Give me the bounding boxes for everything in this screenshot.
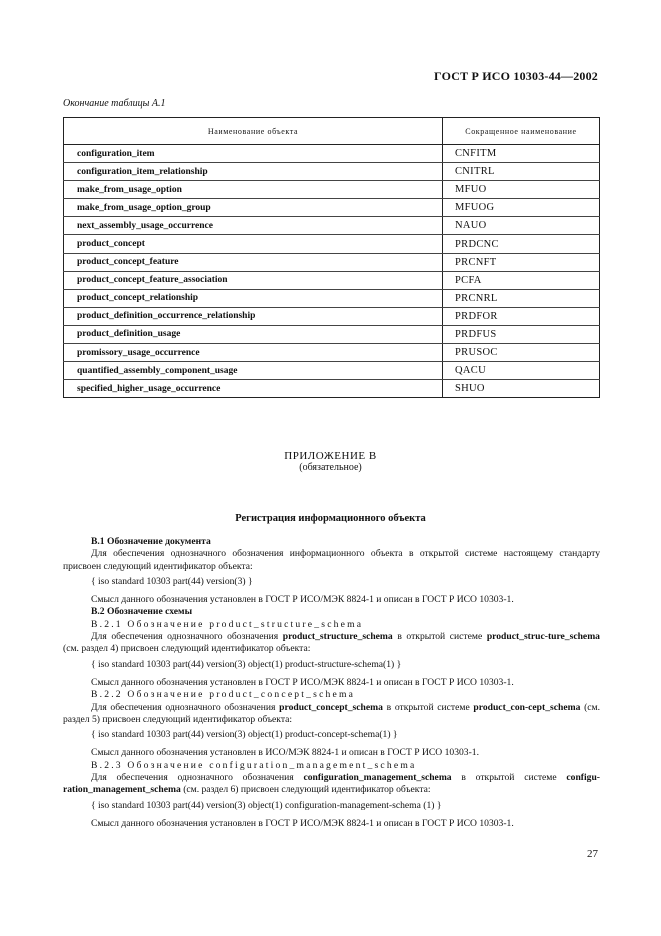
abbreviation-cell: PRDFOR <box>443 307 600 325</box>
section-heading: Регистрация информационного объекта <box>235 513 426 524</box>
b21-identifier: { iso standard 10303 part(44) version(3) object(1) product-structure-schema(1) } <box>91 658 402 670</box>
b23-text: Для обеспечения однозначного обозначения configuration_management_schema в открытой системе configu-ration_management_schema (см. раздел 6) присвоен следующий идентификатор объекта: <box>63 772 600 796</box>
abbreviation-cell: MFUOG <box>443 199 600 217</box>
document-code: ГОСТ Р ИСО 10303-44—2002 <box>434 69 598 83</box>
object-name-cell: make_from_usage_option <box>64 181 443 199</box>
table-row <box>64 271 600 289</box>
abbreviation-cell: PCFA <box>443 271 600 289</box>
b1-note: Смысл данного обозначения установлен в ГОСТ Р ИСО/МЭК 8824-1 и описан в ГОСТ Р ИСО 10303-1. <box>91 594 514 606</box>
table-row <box>64 307 600 325</box>
object-name-cell: product_definition_occurrence_relationship <box>64 307 443 325</box>
b23-heading: В.2.3 Обозначение configuration_management_schema <box>91 759 417 771</box>
abbreviation-cell: PRCNFT <box>443 253 600 271</box>
b23-identifier: { iso standard 10303 part(44) version(3) object(1) configuration-management-schema (1) } <box>91 799 442 811</box>
abbreviation-cell: PRDCNC <box>443 235 600 253</box>
appendix-subtitle: (обязательное) <box>299 462 362 473</box>
object-name-cell: make_from_usage_option_group <box>64 199 443 217</box>
table-row <box>64 253 600 271</box>
abbreviation-cell: CNITRL <box>443 163 600 181</box>
b2-heading: В.2 Обозначение схемы <box>91 606 193 618</box>
b22-text: Для обеспечения однозначного обозначения product_concept_schema в открытой системе product_con-cept_schema (см. раздел 5) присвоен следующий идентификатор объекта: <box>63 701 601 725</box>
object-name-cell: configuration_item_relationship <box>64 163 443 181</box>
b22-heading: В.2.2 Обозначение product_concept_schema <box>91 689 356 701</box>
b1-heading: В.1 Обозначение документа <box>91 536 211 547</box>
table-row <box>64 362 600 380</box>
objects-table <box>63 117 600 398</box>
appendix-title: ПРИЛОЖЕНИЕ В <box>284 450 377 462</box>
table-row <box>64 145 600 163</box>
appendix-body <box>63 536 600 830</box>
abbreviation-cell: SHUO <box>443 380 600 398</box>
table-row <box>64 163 600 181</box>
table-row <box>64 344 600 362</box>
table-row <box>64 289 600 307</box>
abbreviation-cell: CNFITM <box>443 145 600 163</box>
b1-text: Для обеспечения однозначного обозначения информационного объекта в открытой системе настоящему стандарту присвоен следующий идентификатор объекта: <box>63 548 600 572</box>
abbreviation-cell: QACU <box>443 362 600 380</box>
table-body <box>64 145 600 398</box>
column-header-abbreviation: Сокращенное наименование <box>443 118 600 145</box>
table-row <box>64 199 600 217</box>
object-name-cell: promissory_usage_occurrence <box>64 344 443 362</box>
table-caption: Окончание таблицы А.1 <box>63 98 166 109</box>
page-number: 27 <box>587 848 598 860</box>
abbreviation-cell: NAUO <box>443 217 600 235</box>
b21-note: Смысл данного обозначения установлен в ГОСТ Р ИСО/МЭК 8824-1 и описан в ГОСТ Р ИСО 10303-1. <box>91 676 514 688</box>
b21-heading: В.2.1 Обозначение product_structure_schema <box>91 618 364 630</box>
object-name-cell: product_concept_feature <box>64 253 443 271</box>
table-row <box>64 380 600 398</box>
abbreviation-cell: PRDFUS <box>443 325 600 343</box>
object-name-cell: specified_higher_usage_occurrence <box>64 380 443 398</box>
object-name-cell: quantified_assembly_component_usage <box>64 362 443 380</box>
object-name-cell: product_concept_relationship <box>64 289 443 307</box>
b22-note: Смысл данного обозначения установлен в ИСО/МЭК 8824-1 и описан в ГОСТ Р ИСО 10303-1. <box>91 747 479 759</box>
table-row <box>64 217 600 235</box>
table-row <box>64 325 600 343</box>
abbreviation-cell: MFUO <box>443 181 600 199</box>
object-name-cell: configuration_item <box>64 145 443 163</box>
abbreviation-cell: PRCNRL <box>443 289 600 307</box>
object-name-cell: product_definition_usage <box>64 325 443 343</box>
table-header-row <box>64 118 600 145</box>
b22-identifier: { iso standard 10303 part(44) version(3) object(1) product-concept-schema(1) } <box>91 729 398 741</box>
abbreviation-cell: PRUSOC <box>443 344 600 362</box>
b1-identifier: { iso standard 10303 part(44) version(3) } <box>91 575 253 587</box>
object-name-cell: product_concept_feature_association <box>64 271 443 289</box>
column-header-name: Наименование объекта <box>64 118 443 145</box>
table-row <box>64 235 600 253</box>
table-row <box>64 181 600 199</box>
b21-text: Для обеспечения однозначного обозначения product_structure_schema в открытой системе product_struc-ture_schema (см. раздел 4) присвоен следующий идентификатор объекта: <box>63 631 600 655</box>
b23-note: Смысл данного обозначения установлен в ГОСТ Р ИСО/МЭК 8824-1 и описан в ГОСТ Р ИСО 10303-1. <box>91 817 514 829</box>
object-name-cell: product_concept <box>64 235 443 253</box>
object-name-cell: next_assembly_usage_occurrence <box>64 217 443 235</box>
